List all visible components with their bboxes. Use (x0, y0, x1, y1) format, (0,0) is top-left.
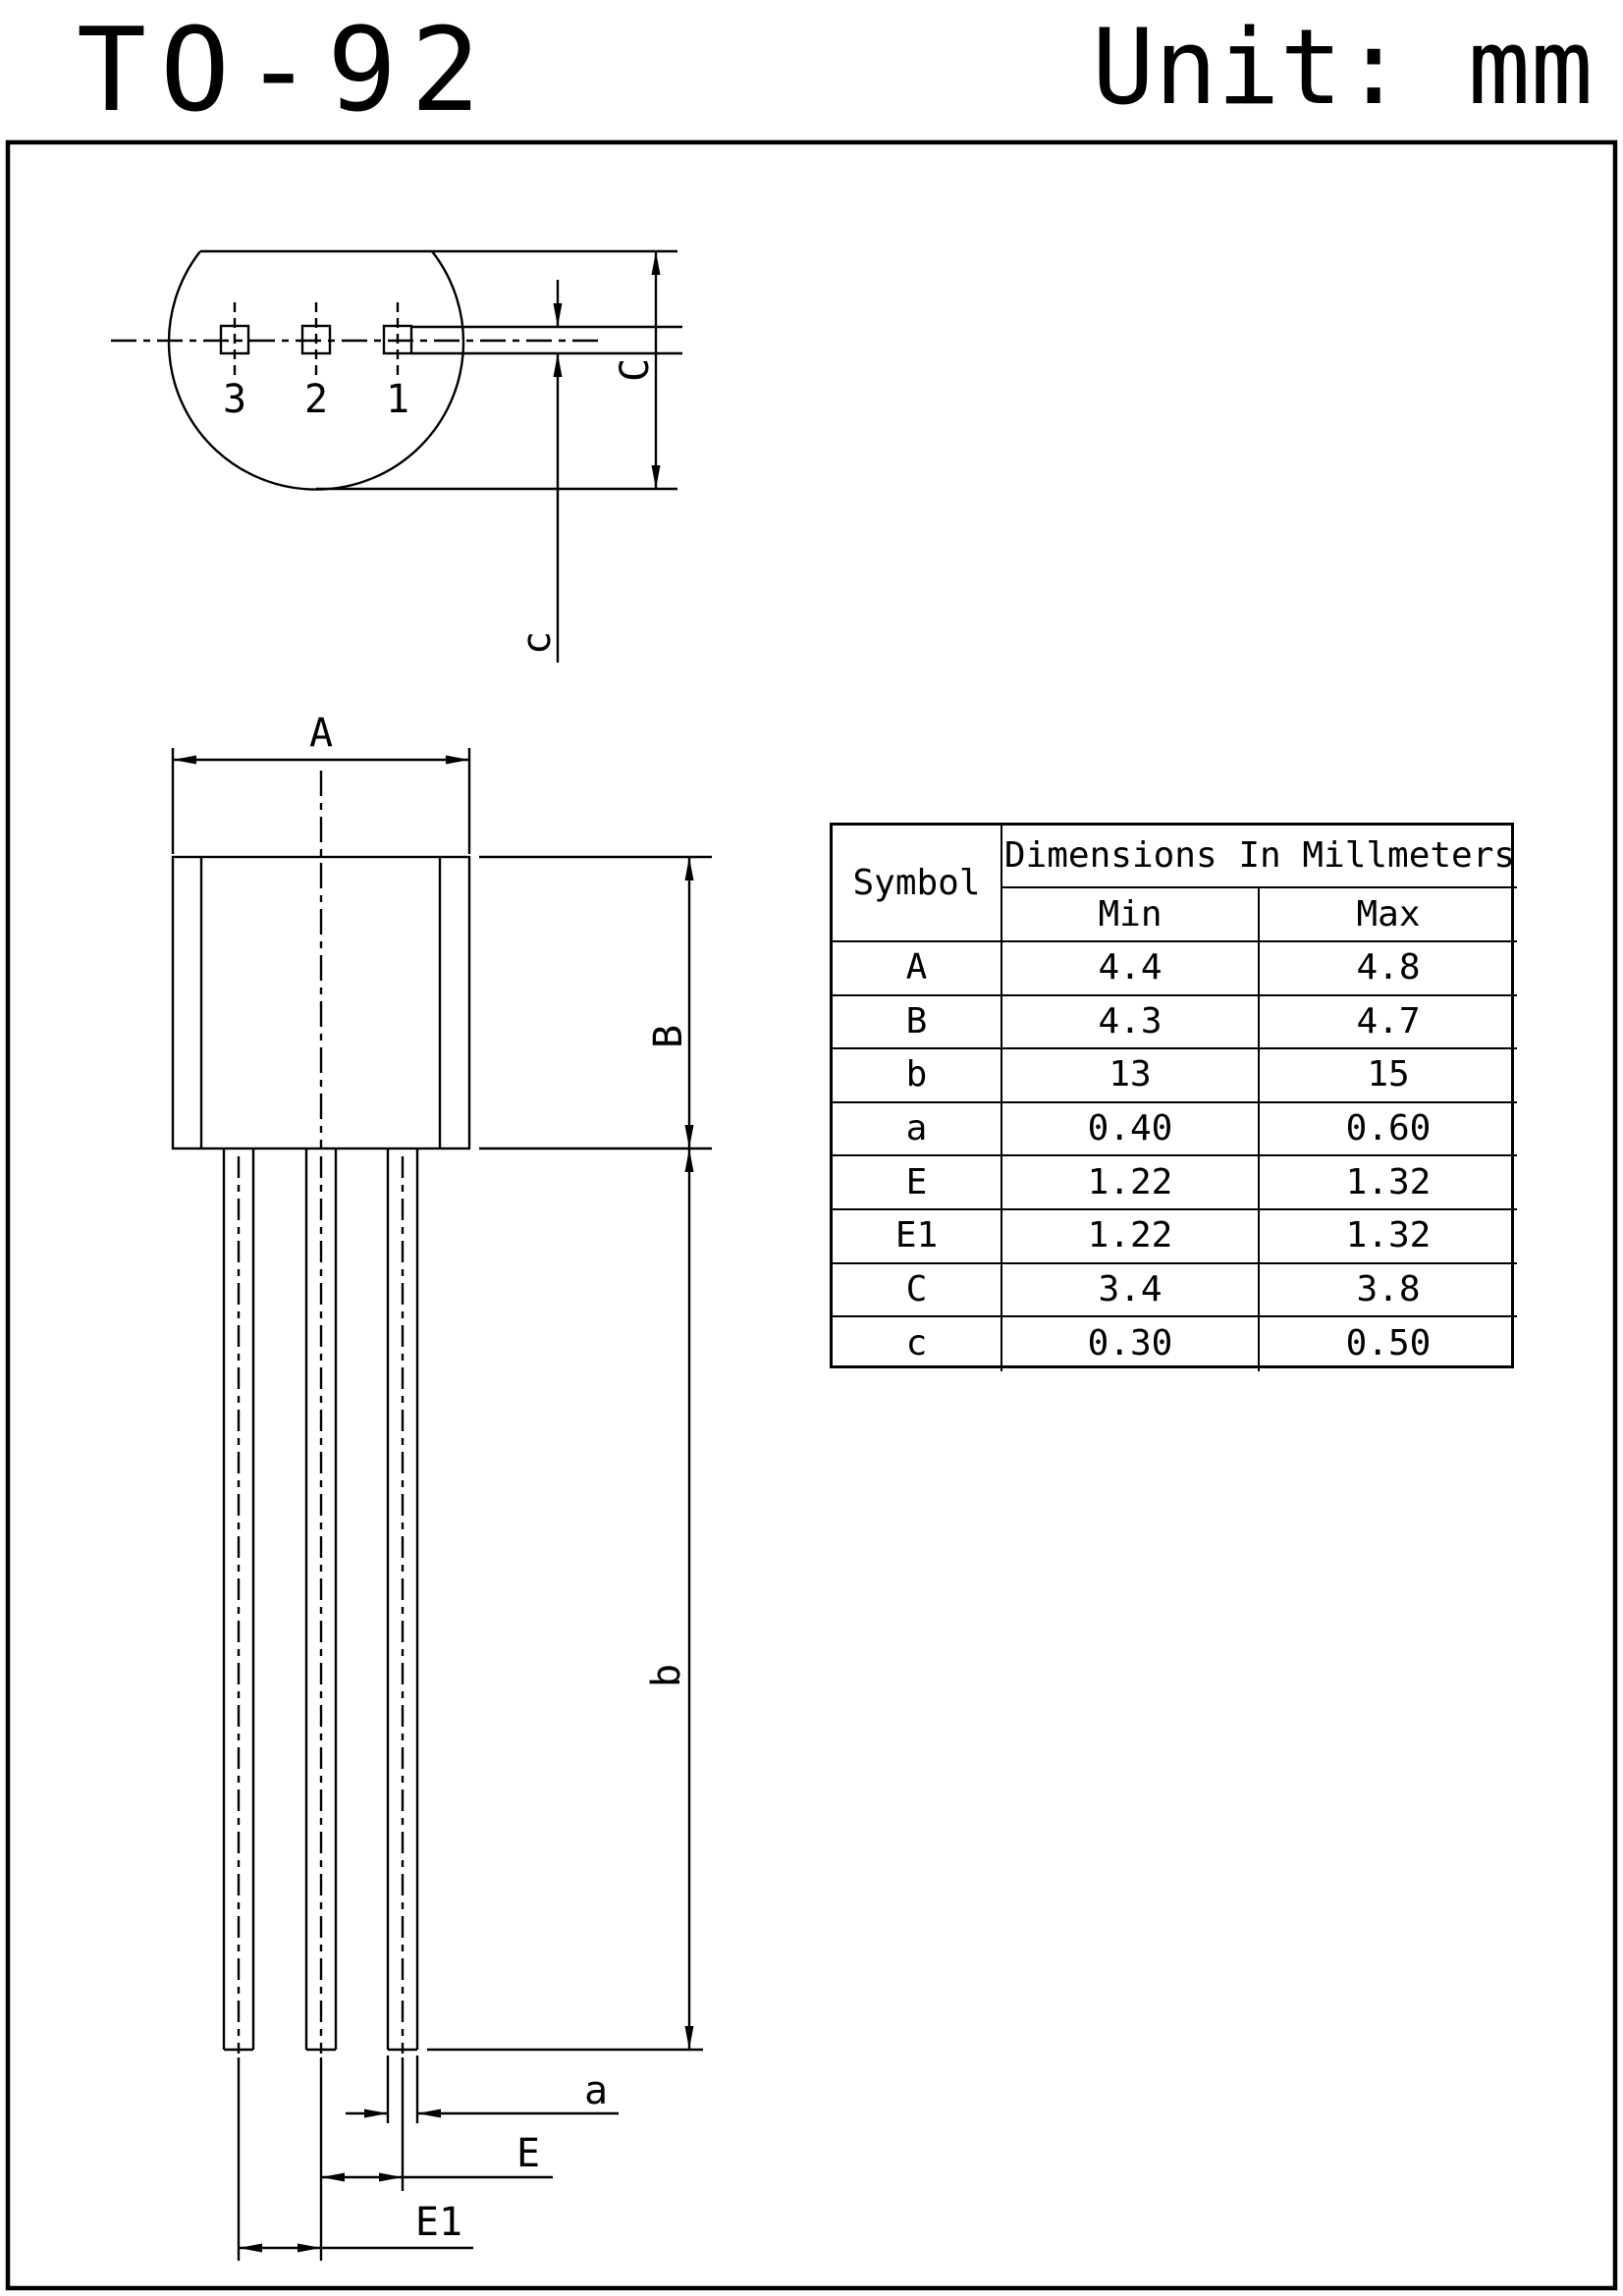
table-row-min: 1.22 (1002, 1156, 1260, 1210)
table-row-min: 4.4 (1002, 942, 1260, 996)
table-row-symbol: a (833, 1103, 1002, 1157)
lead-3 (388, 1148, 417, 2054)
dim-c-label: c (514, 630, 560, 656)
dimensions-table (830, 823, 1514, 1368)
dim-E (321, 2057, 553, 2191)
table-row-min: 1.22 (1002, 1210, 1260, 1264)
dim-c (514, 280, 563, 663)
table-row-symbol: c (833, 1317, 1002, 1371)
pin1-label: 1 (385, 377, 410, 422)
table-row-symbol: b (833, 1049, 1002, 1103)
dim-a (346, 2056, 619, 2123)
dim-C (613, 251, 661, 489)
table-row-min: 3.4 (1002, 1264, 1260, 1318)
pin2-label: 2 (303, 377, 329, 422)
front-view (173, 711, 712, 2261)
table-row-max: 0.60 (1260, 1103, 1517, 1157)
table-header-min: Min (1002, 888, 1260, 942)
table-row-min: 0.30 (1002, 1317, 1260, 1371)
pin3-label: 3 (222, 377, 247, 422)
dim-B (479, 857, 712, 1148)
unit-label: Unit: mm (1092, 7, 1594, 128)
table-row-max: 15 (1260, 1049, 1517, 1103)
dim-B-label: B (646, 1024, 691, 1049)
dim-E1 (239, 2057, 473, 2261)
table-header-max: Max (1260, 888, 1517, 942)
dim-b-label: b (644, 1663, 689, 1688)
table-row-max: 0.50 (1345, 1323, 1432, 1364)
table-row-symbol: A (833, 942, 1002, 996)
dim-E1-label: E1 (414, 2200, 463, 2245)
table-row-min: 13 (1002, 1049, 1260, 1103)
table-row-symbol: E (833, 1156, 1002, 1210)
dim-b (427, 1148, 703, 2050)
table-row-max: 3.8 (1260, 1264, 1517, 1318)
table-row-max: 4.7 (1260, 996, 1517, 1050)
table-row-symbol: E1 (833, 1210, 1002, 1264)
dim-C-label: C (613, 357, 658, 383)
dim-A-label: A (308, 711, 334, 756)
table-row-max: 1.32 (1260, 1156, 1517, 1210)
package-title: TO-92 (77, 2, 495, 137)
table-header-dimensions: Dimensions In Millmeters (1002, 826, 1517, 888)
table-row-symbol: B (833, 996, 1002, 1050)
table-row-symbol: C (833, 1264, 1002, 1318)
table-row-min: 0.40 (1002, 1103, 1260, 1157)
top-view (111, 251, 682, 663)
lead-1 (224, 1148, 253, 2054)
dim-E-label: E (515, 2131, 541, 2176)
lead-2 (306, 1148, 336, 2054)
table-row-min: 4.3 (1002, 996, 1260, 1050)
table-row-max: 1.32 (1260, 1210, 1517, 1264)
table-header-symbol: Symbol (833, 826, 1002, 942)
dim-a-label: a (583, 2068, 609, 2113)
table-row-max: 4.8 (1260, 942, 1517, 996)
